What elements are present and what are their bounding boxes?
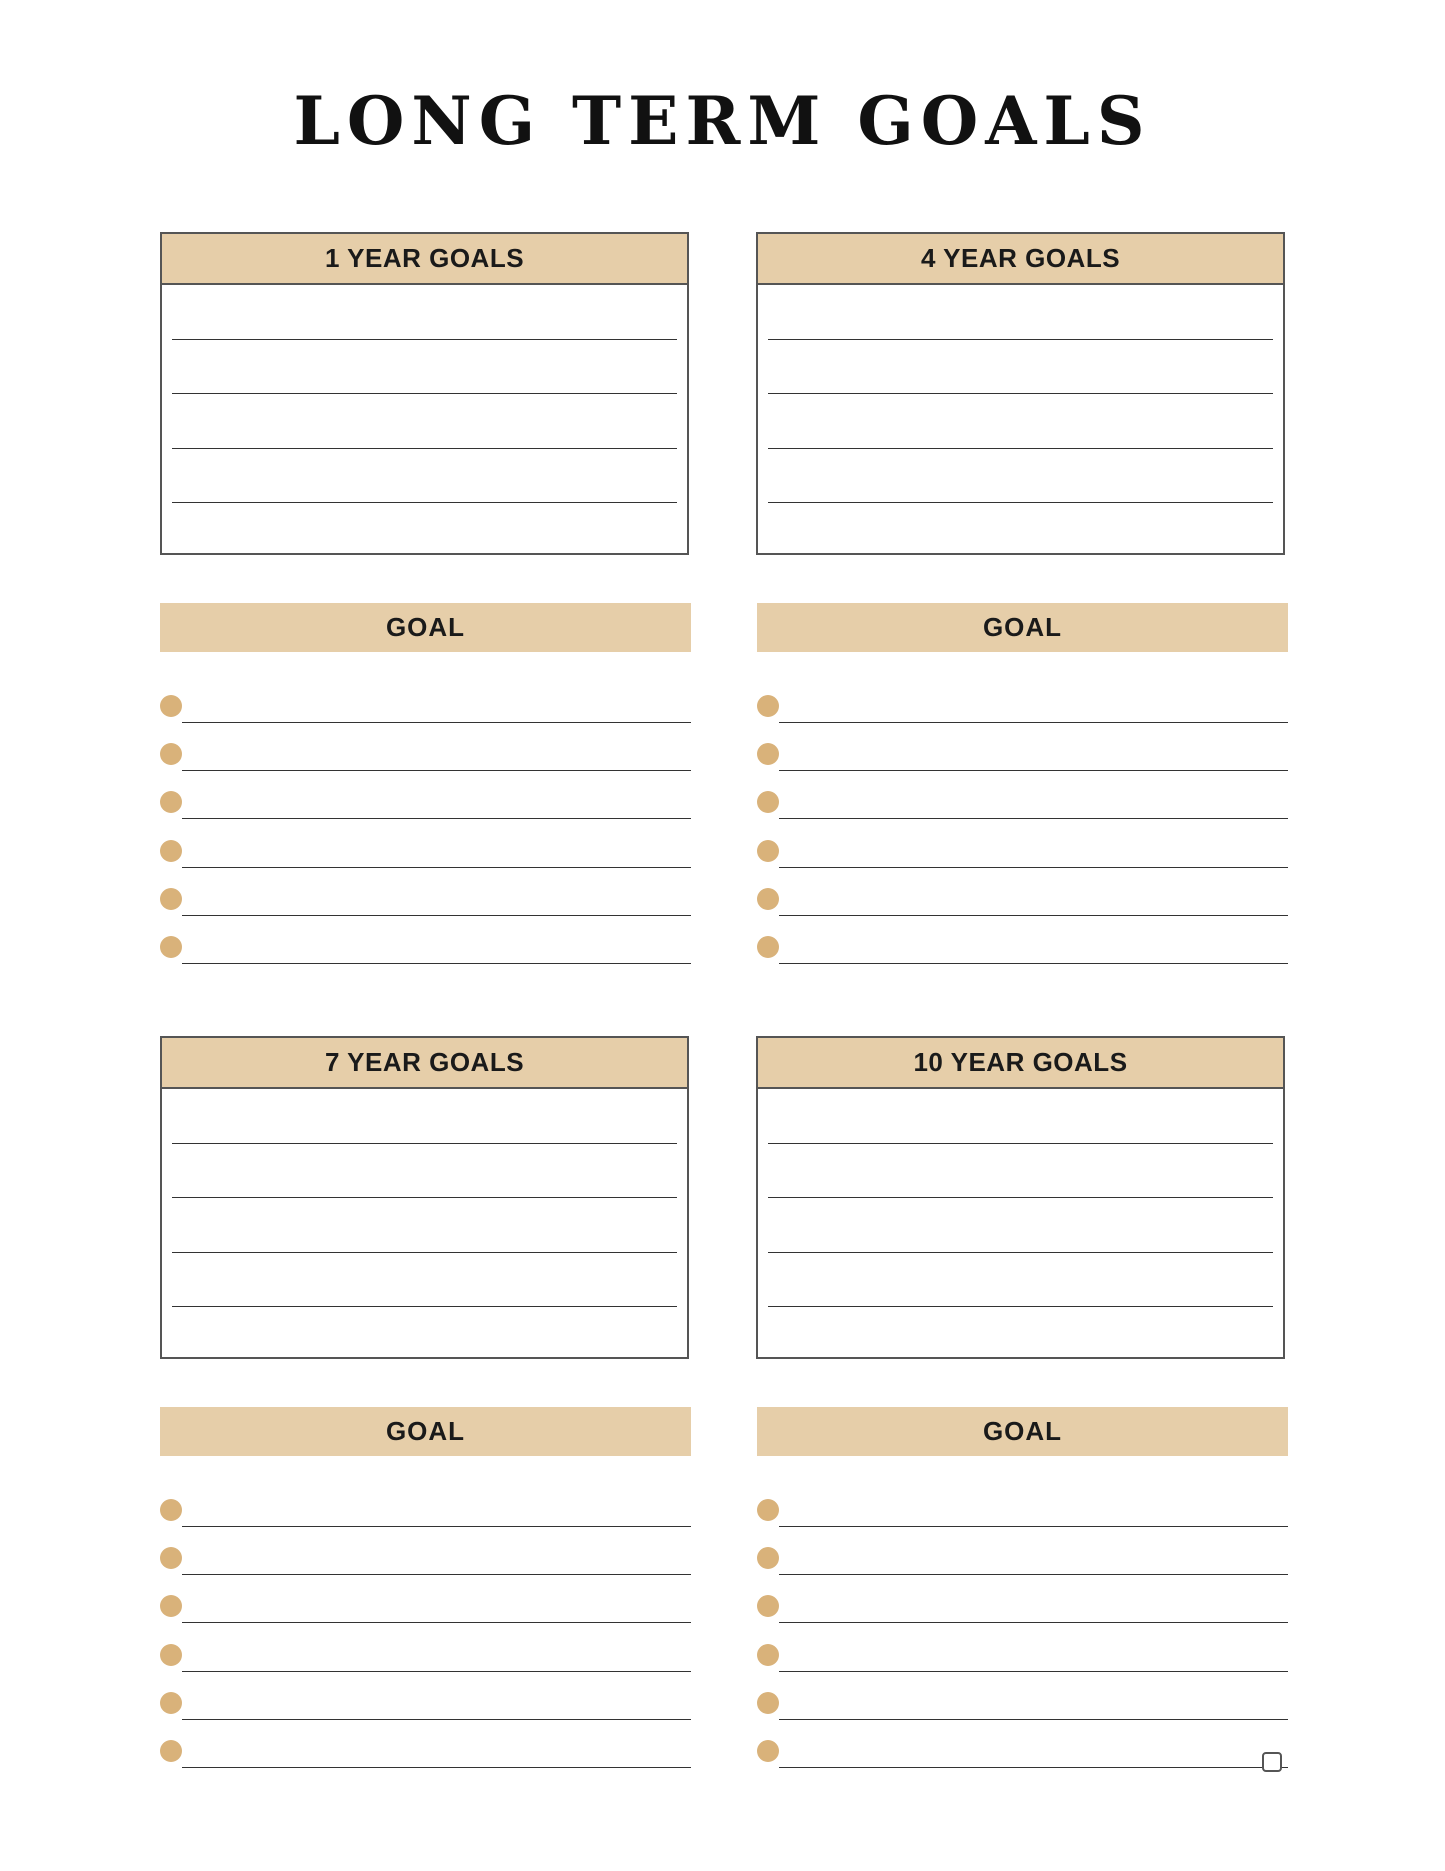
goal-header: GOAL — [757, 603, 1288, 652]
writing-line[interactable] — [768, 1143, 1273, 1144]
writing-line[interactable] — [172, 502, 677, 503]
goal-line[interactable] — [182, 722, 691, 723]
goal-line[interactable] — [182, 867, 691, 868]
goal-item[interactable] — [757, 743, 1288, 773]
goal-line[interactable] — [779, 1574, 1288, 1575]
goal-line[interactable] — [182, 963, 691, 964]
goal-line[interactable] — [779, 722, 1288, 723]
goal-item[interactable] — [160, 840, 691, 870]
goal-line[interactable] — [779, 963, 1288, 964]
goal-line[interactable] — [182, 1526, 691, 1527]
bullet-dot — [757, 1499, 779, 1521]
goal-line[interactable] — [182, 818, 691, 819]
bullet-dot — [757, 888, 779, 910]
year-box-10 — [756, 1036, 1285, 1359]
bullet-dot — [757, 1644, 779, 1666]
year-box-header: 1 YEAR GOALS — [162, 234, 687, 285]
goal-item[interactable] — [160, 1595, 691, 1625]
writing-line[interactable] — [768, 448, 1273, 449]
bullet-dot — [160, 840, 182, 862]
goal-line[interactable] — [182, 1574, 691, 1575]
bullet-dot — [757, 1595, 779, 1617]
goal-item[interactable] — [160, 1547, 691, 1577]
bullet-dot — [160, 743, 182, 765]
goal-item[interactable] — [757, 1644, 1288, 1674]
goal-item[interactable] — [757, 936, 1288, 966]
goal-line[interactable] — [779, 867, 1288, 868]
writing-line[interactable] — [172, 448, 677, 449]
bullet-dot — [757, 1740, 779, 1762]
bullet-dot — [757, 695, 779, 717]
goal-item[interactable] — [757, 888, 1288, 918]
year-box-header: 10 YEAR GOALS — [758, 1038, 1283, 1089]
goal-item[interactable] — [160, 936, 691, 966]
writing-line[interactable] — [768, 1306, 1273, 1307]
goal-header: GOAL — [757, 1407, 1288, 1456]
goal-item[interactable] — [757, 1692, 1288, 1722]
goal-item[interactable] — [757, 1740, 1288, 1770]
bullet-dot — [160, 1547, 182, 1569]
goal-line[interactable] — [779, 915, 1288, 916]
year-box-7 — [160, 1036, 689, 1359]
writing-line[interactable] — [172, 1252, 677, 1253]
bullet-dot — [160, 1740, 182, 1762]
year-box-1 — [160, 232, 689, 555]
writing-line[interactable] — [172, 1197, 677, 1198]
writing-line[interactable] — [172, 1306, 677, 1307]
goal-line[interactable] — [779, 818, 1288, 819]
writing-line[interactable] — [768, 1252, 1273, 1253]
goal-item[interactable] — [757, 1595, 1288, 1625]
bullet-dot — [160, 888, 182, 910]
writing-line[interactable] — [172, 393, 677, 394]
goal-header: GOAL — [160, 603, 691, 652]
goal-line[interactable] — [182, 1671, 691, 1672]
year-box-header: 4 YEAR GOALS — [758, 234, 1283, 285]
bullet-dot — [757, 840, 779, 862]
bullet-dot — [757, 1547, 779, 1569]
goal-item[interactable] — [160, 743, 691, 773]
goal-item[interactable] — [160, 1644, 691, 1674]
goal-item[interactable] — [757, 1547, 1288, 1577]
goal-item[interactable] — [757, 695, 1288, 725]
goal-item[interactable] — [160, 1692, 691, 1722]
bullet-dot — [757, 791, 779, 813]
year-box-4 — [756, 232, 1285, 555]
bullet-dot — [160, 1644, 182, 1666]
bullet-dot — [160, 1692, 182, 1714]
bullet-dot — [757, 1692, 779, 1714]
writing-line[interactable] — [768, 1197, 1273, 1198]
bullet-dot — [160, 1595, 182, 1617]
goal-item[interactable] — [757, 840, 1288, 870]
goal-line[interactable] — [779, 1767, 1288, 1768]
goal-item[interactable] — [757, 791, 1288, 821]
writing-line[interactable] — [768, 339, 1273, 340]
goal-line[interactable] — [182, 1622, 691, 1623]
year-box-header: 7 YEAR GOALS — [162, 1038, 687, 1089]
writing-line[interactable] — [172, 1143, 677, 1144]
bullet-dot — [160, 695, 182, 717]
goal-item[interactable] — [160, 695, 691, 725]
goal-line[interactable] — [182, 1719, 691, 1720]
goal-item[interactable] — [160, 1740, 691, 1770]
goal-item[interactable] — [160, 888, 691, 918]
checkbox[interactable] — [1262, 1752, 1282, 1772]
goal-line[interactable] — [182, 770, 691, 771]
bullet-dot — [160, 1499, 182, 1521]
goal-line[interactable] — [779, 1526, 1288, 1527]
goal-line[interactable] — [779, 1671, 1288, 1672]
goal-line[interactable] — [779, 770, 1288, 771]
goal-item[interactable] — [160, 1499, 691, 1529]
goal-item[interactable] — [757, 1499, 1288, 1529]
page-title: LONG TERM GOALS — [293, 82, 1152, 160]
writing-line[interactable] — [768, 502, 1273, 503]
bullet-dot — [160, 936, 182, 958]
bullet-dot — [757, 936, 779, 958]
goal-line[interactable] — [182, 915, 691, 916]
writing-line[interactable] — [768, 393, 1273, 394]
goal-item[interactable] — [160, 791, 691, 821]
goal-line[interactable] — [182, 1767, 691, 1768]
goal-header: GOAL — [160, 1407, 691, 1456]
bullet-dot — [160, 791, 182, 813]
writing-line[interactable] — [172, 339, 677, 340]
goal-line[interactable] — [779, 1719, 1288, 1720]
goal-line[interactable] — [779, 1622, 1288, 1623]
bullet-dot — [757, 743, 779, 765]
